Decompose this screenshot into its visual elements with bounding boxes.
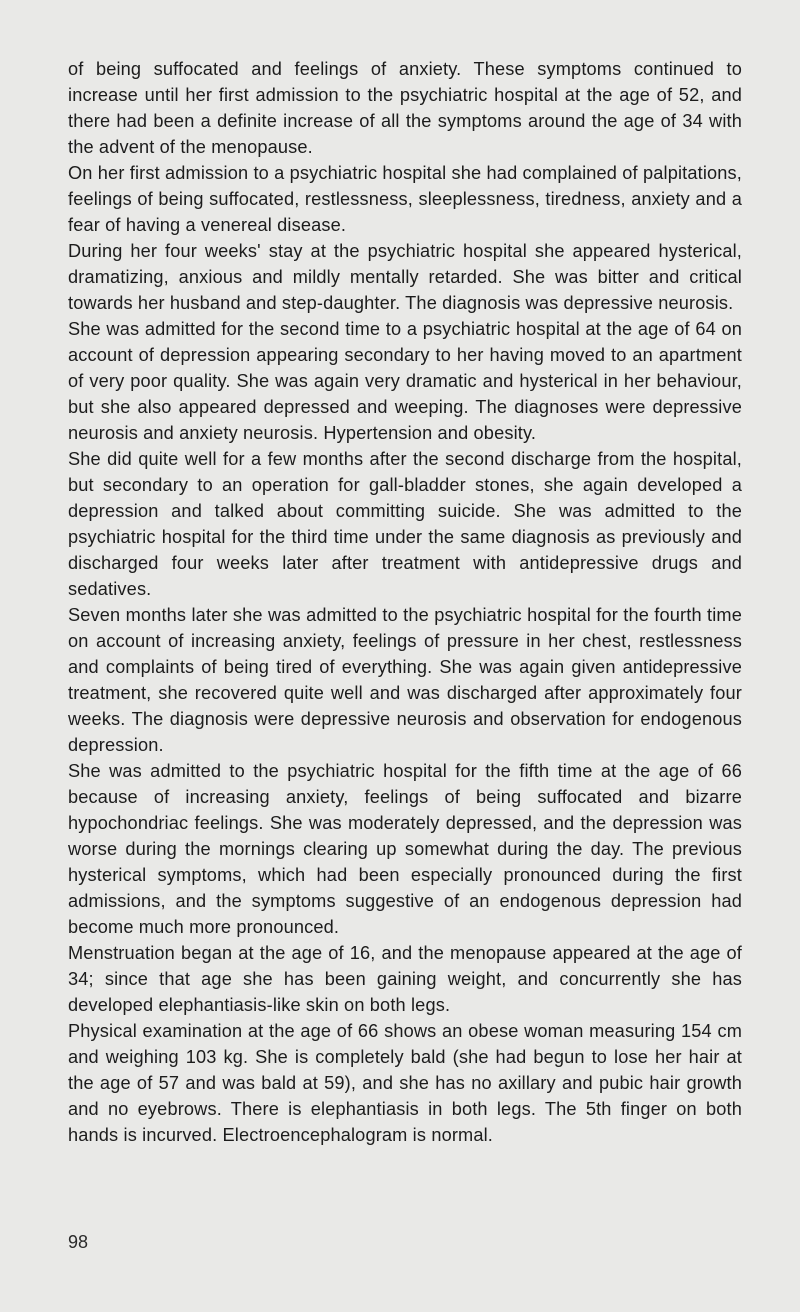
page-number: 98 — [68, 1232, 89, 1252]
paragraph: She was admitted to the psychiatric hospital for the fifth time at the age of 66 because of increasing anxiety, feelings of being suffocated and bizarre hypochondriac feelings. She was moderately depressed, and the depression was worse during the mornings clearing up somewhat during the day. The previous hysterical symptoms, which had been especially pronounced during the first admissions, and the symptoms suggestive of an endogenous depression had become much more pronounced. — [68, 761, 742, 937]
paragraph: She did quite well for a few months after the second discharge from the hospital, but secondary to an operation for gall-bladder stones, she again developed a depression and talked about committing suicide. She was admitted to the psychiatric hospital for the third time under the same diagnosis as previously and discharged four weeks later after treatment with antidepressive drugs and sedatives. — [68, 449, 742, 599]
paragraph: Menstruation began at the age of 16, and the menopause appeared at the age of 34; since that age she has been gaining weight, and concurrently she has developed elephantiasis-like skin on both legs. — [68, 943, 742, 1015]
paragraph: Physical examination at the age of 66 shows an obese woman measuring 154 cm and weighing 103 kg. She is completely bald (she had begun to lose her hair at the age of 57 and was bald at 59), and she has no axillary and pubic hair growth and no eyebrows. There is elephantiasis in both legs. The 5th finger on both hands is incurved. Electroencephalogram is normal. — [68, 1021, 742, 1145]
paragraph: On her first admission to a psychiatric hospital she had complained of palpitations, feelings of being suffocated, restlessness, sleeplessness, tiredness, anxiety and a fear of having a venereal disease. — [68, 163, 742, 235]
paragraph: She was admitted for the second time to a psychiatric hospital at the age of 64 on account of depression appearing secondary to her having moved to an apartment of very poor quality. She was again very dramatic and hysterical in her behaviour, but she also appeared depressed and weeping. The diagnoses were depressive neurosis and anxiety neurosis. Hypertension and obesity. — [68, 319, 742, 443]
paragraph: Seven months later she was admitted to the psychiatric hospital for the fourth time on account of increasing anxiety, feelings of pressure in her chest, restlessness and complaints of being tired of everything. She was again given antidepressive treatment, she recovered quite well and was discharged after approximately four weeks. The diagnosis were depressive neurosis and observation for endogenous depression. — [68, 605, 742, 755]
body-text — [68, 56, 742, 1148]
paragraph: During her four weeks' stay at the psychiatric hospital she appeared hysterical, dramatizing, anxious and mildly mentally retarded. She was bitter and critical towards her husband and step-daughter. The diagnosis was depressive neurosis. — [68, 241, 742, 313]
paragraph: of being suffocated and feelings of anxiety. These symptoms continued to increase until her first admission to the psychiatric hospital at the age of 52, and there had been a definite increase of all the symptoms around the age of 34 with the advent of the menopause. — [68, 59, 742, 157]
